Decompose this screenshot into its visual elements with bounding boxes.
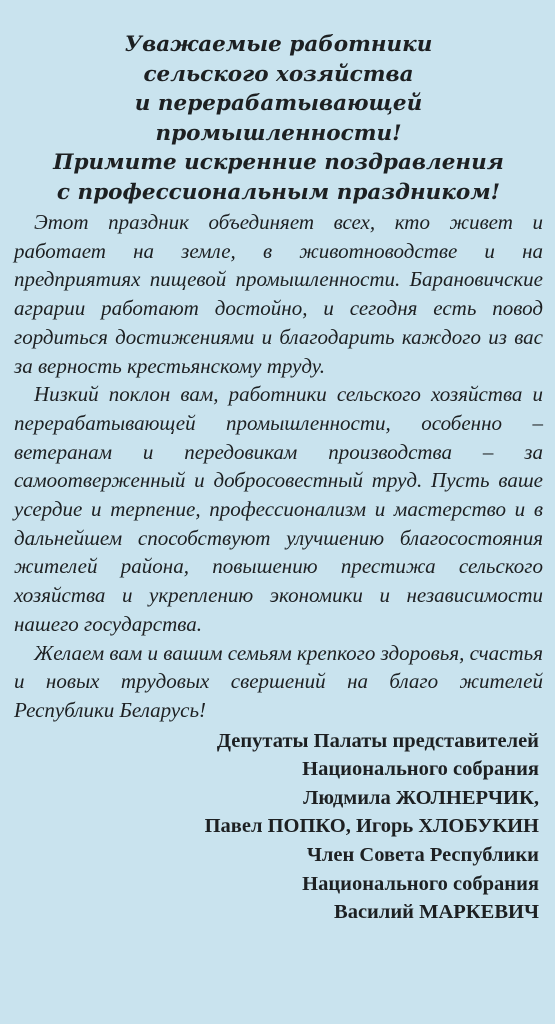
paragraph-celebration: Этот праздник объединяет всех, кто живет и работает на земле, в животноводстве и на предприятиях пищевой промышленности. Барановичские аграрии работают достойно, и сегодня есть повод гордиться достижениями и благодарить каждого из вас за верность крестьянскому труду. xyxy=(14,210,543,378)
greeting-body xyxy=(14,208,543,725)
signature-line: Василий МАРКЕВИЧ xyxy=(334,901,539,924)
heading-line: промышленности! xyxy=(155,120,402,146)
paragraph-gratitude: Низкий поклон вам, работники сельского хозяйства и перерабатывающей промышленности, особенно – ветеранам и передовикам производства – за самоотверженный и добросовестный труд. Пусть ваше усердие и терпение, профессионализм и мастерство и в дальнейшем способствуют улучшению благосостояния жителей района, повышению престижа сельского хозяйства и укреплению экономики и независимости нашего государства. xyxy=(14,382,543,636)
signature-line: Член Совета Республики xyxy=(306,844,539,867)
greeting-heading xyxy=(14,30,543,207)
heading-line: и перерабатывающей xyxy=(134,91,423,116)
signature-line: Национального собрания xyxy=(302,758,539,781)
signature-block xyxy=(14,727,543,927)
signature-line: Павел ПОПКО, Игорь ХЛОБУКИН xyxy=(204,815,539,838)
heading-line: Уважаемые работники xyxy=(124,32,433,57)
heading-line: Примите искренние поздравления xyxy=(53,150,504,175)
paragraph-wishes: Желаем вам и вашим семьям крепкого здоровья, счастья и новых трудовых свершений на благо жителей Республики Беларусь! xyxy=(14,640,543,722)
signature-line: Национального собрания xyxy=(302,872,539,895)
signature-line: Депутаты Палаты представителей xyxy=(216,729,539,752)
heading-line: сельского хозяйства xyxy=(143,61,414,87)
signature-line: Людмила ЖОЛНЕРЧИК, xyxy=(303,786,539,809)
heading-line: с профессиональным праздником! xyxy=(56,179,501,205)
